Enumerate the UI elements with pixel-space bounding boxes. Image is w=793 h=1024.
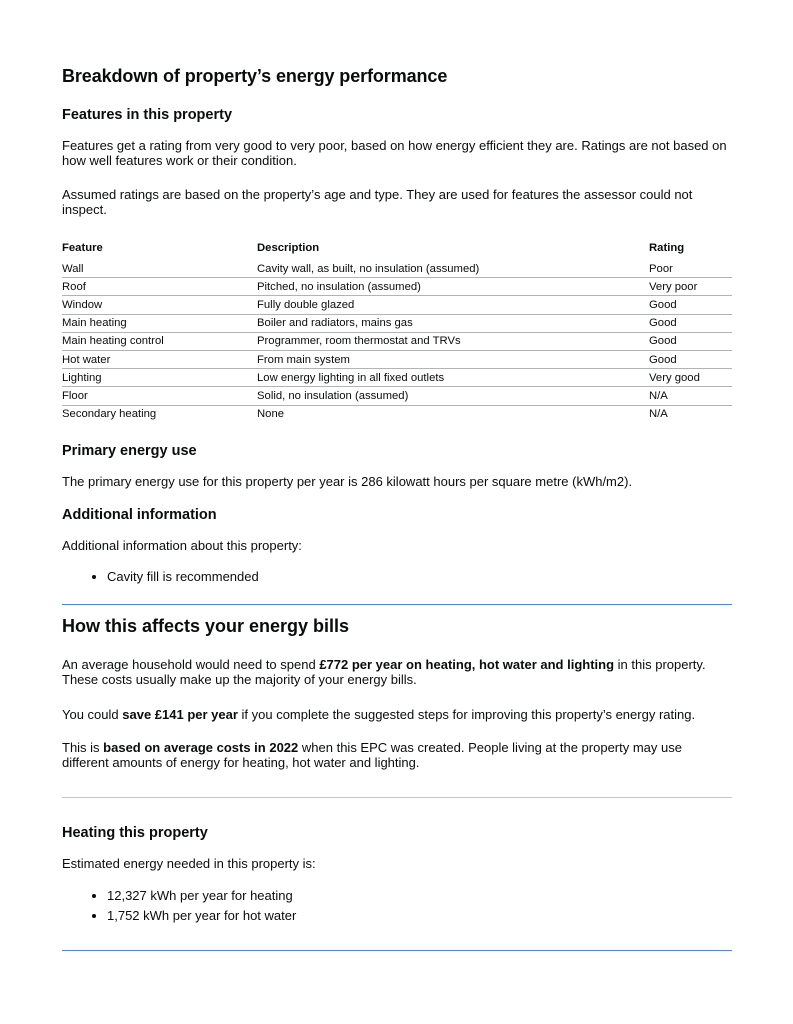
text-span: in this property. These costs usually make up the majority of your energy bills. xyxy=(62,657,706,687)
rating-cell: Good xyxy=(649,314,732,332)
section-divider xyxy=(62,797,732,798)
description-cell: Fully double glazed xyxy=(257,296,649,314)
feature-cell: Secondary heating xyxy=(62,408,157,421)
additional-info-heading: Additional information xyxy=(62,507,217,523)
additional-info-list xyxy=(62,567,259,587)
header-rating: Rating xyxy=(649,242,685,254)
list-item: • Cavity fill is recommended xyxy=(107,567,259,587)
description-cell: Low energy lighting in all fixed outlets xyxy=(257,369,649,387)
rating-cell: N/A xyxy=(649,408,668,421)
bills-paragraph-3 xyxy=(62,740,730,770)
table-row xyxy=(62,369,732,387)
feature-cell: Roof xyxy=(62,278,257,296)
feature-cell: Lighting xyxy=(62,369,257,387)
table-row xyxy=(62,260,732,278)
description-cell: From main system xyxy=(257,350,649,368)
rating-cell: Poor xyxy=(649,260,732,278)
list-item: • 12,327 kWh per year for heating xyxy=(107,886,296,906)
bills-paragraph-2 xyxy=(62,707,730,722)
table-row xyxy=(62,350,732,368)
bold-basis: based on average costs in 2022 xyxy=(103,740,299,755)
bold-saving: save £141 per year xyxy=(122,707,238,722)
table-row xyxy=(62,296,732,314)
heating-heading: Heating this property xyxy=(62,825,208,841)
description-cell: Programmer, room thermostat and TRVs xyxy=(257,332,649,350)
description-cell: Boiler and radiators, mains gas xyxy=(257,314,649,332)
section-divider xyxy=(62,950,732,951)
feature-cell: Main heating control xyxy=(62,332,257,350)
primary-energy-heading: Primary energy use xyxy=(62,443,197,459)
text-span: An average household would need to spend xyxy=(62,657,320,672)
feature-cell: Floor xyxy=(62,387,257,405)
description-cell: None xyxy=(257,408,285,421)
text-span: You could xyxy=(62,707,123,722)
features-intro-1: Features get a rating from very good to very poor, based on how energy efficient they are. Ratings are not based on how well features work or their condition. xyxy=(62,138,727,168)
primary-energy-text: The primary energy use for this property per year is 286 kilowatt hours per square metre (kWh/m2). xyxy=(62,474,633,489)
feature-cell: Window xyxy=(62,296,257,314)
description-cell: Pitched, no insulation (assumed) xyxy=(257,278,649,296)
table-row xyxy=(62,405,732,423)
rating-cell: Very good xyxy=(649,369,732,387)
table-row xyxy=(62,314,732,332)
rating-cell: Very poor xyxy=(649,278,732,296)
table-row xyxy=(62,387,732,405)
features-table xyxy=(62,242,732,423)
section-divider xyxy=(62,604,732,605)
table-row xyxy=(62,332,732,350)
rating-cell: Good xyxy=(649,332,732,350)
features-intro-2: Assumed ratings are based on the property’s age and type. They are used for features the assessor could not inspect. xyxy=(62,187,693,217)
header-description: Description xyxy=(257,242,320,254)
rating-cell: N/A xyxy=(649,387,732,405)
feature-cell: Hot water xyxy=(62,350,257,368)
text-span: if you complete the suggested steps for improving this property’s energy rating. xyxy=(237,707,696,722)
description-cell: Solid, no insulation (assumed) xyxy=(257,387,649,405)
table-header-row xyxy=(62,242,732,260)
additional-info-text: Additional information about this property: xyxy=(62,538,302,553)
text-span: This is xyxy=(62,740,104,755)
features-heading: Features in this property xyxy=(62,107,233,123)
heating-intro: Estimated energy needed in this property is: xyxy=(62,856,316,871)
bold-cost: £772 per year on heating, hot water and lighting xyxy=(319,657,615,672)
table-row xyxy=(62,278,732,296)
rating-cell: Good xyxy=(649,296,732,314)
text-span: when this EPC was created. People living at the property may use different amounts of energy for heating, hot water and lighting. xyxy=(62,740,682,770)
heating-list xyxy=(62,886,296,926)
rating-cell: Good xyxy=(649,350,732,368)
header-feature: Feature xyxy=(62,242,103,254)
description-cell: Cavity wall, as built, no insulation (assumed) xyxy=(257,260,649,278)
list-item: • 1,752 kWh per year for hot water xyxy=(107,906,296,926)
bills-paragraph-1 xyxy=(62,657,730,687)
feature-cell: Wall xyxy=(62,260,257,278)
feature-cell: Main heating xyxy=(62,314,257,332)
breakdown-title: Breakdown of property’s energy performance xyxy=(62,66,448,86)
bills-title: How this affects your energy bills xyxy=(62,616,350,636)
